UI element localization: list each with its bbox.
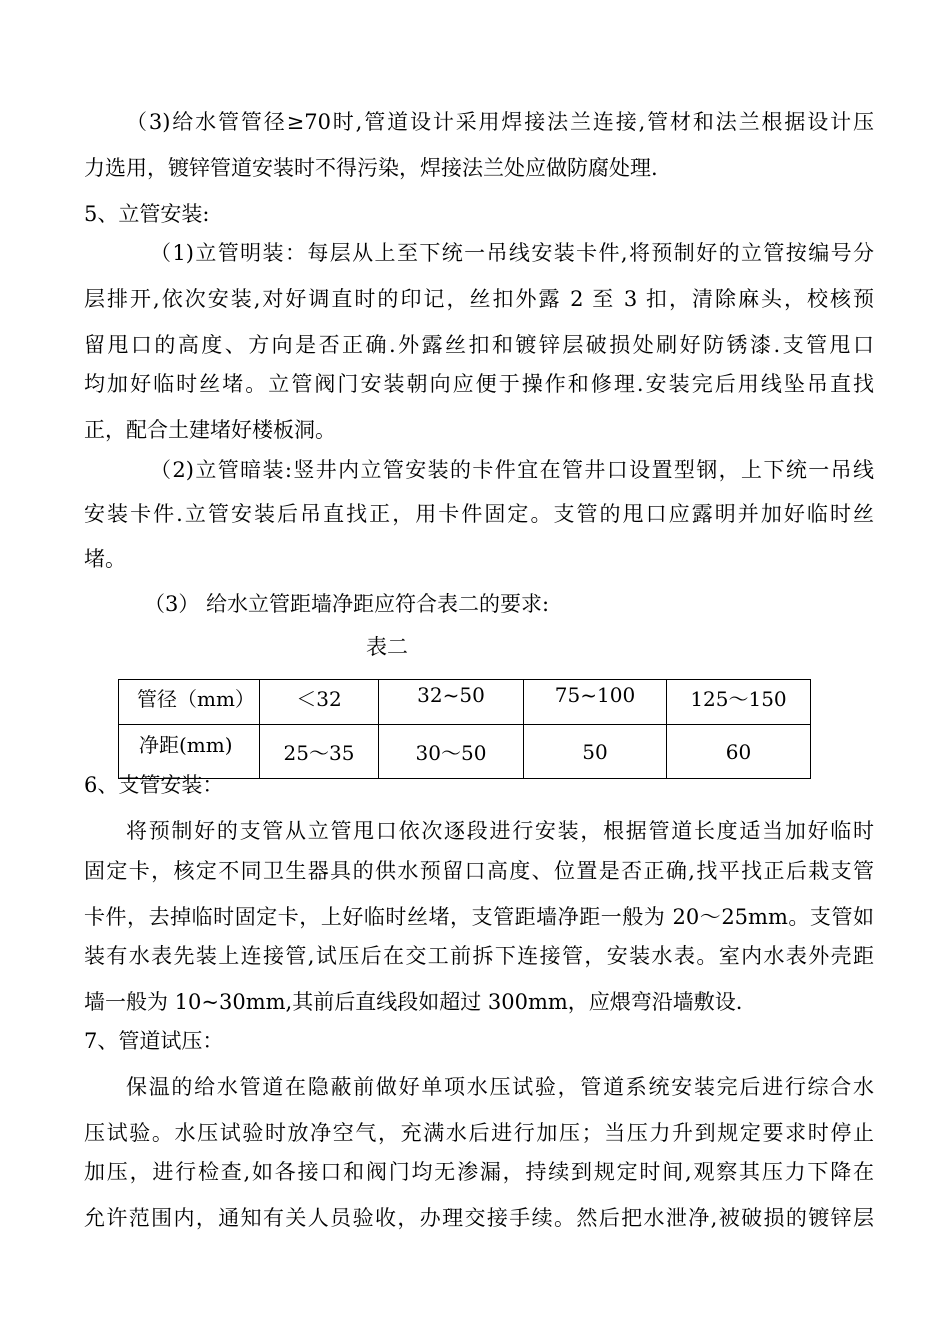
para-7-line-2: 压试验。水压试验时放净空气，充满水后进行加压；当压力升到规定要求时停止 [84,1121,874,1145]
table-cell: ＜32 [260,680,379,725]
para-7-line-1: 保温的给水管道在隐蔽前做好单项水压试验，管道系统安装完后进行综合水 [126,1075,874,1099]
para-5-1-line-3: 留甩口的高度、方向是否正确.外露丝扣和镀锌层破损处刷好防锈漆.支管甩口 [84,333,874,357]
para-6-line-3: 卡件，去掉临时固定卡，上好临时丝堵，支管距墙净距一般为 20～25mm。支管如 [84,905,874,929]
para-7-line-4: 允许范围内，通知有关人员验收，办理交接手续。然后把水泄净,被破损的镀锌层 [84,1206,874,1230]
table-cell: 32~50 [379,680,524,725]
para-7-line-3: 加压，进行检查,如各接口和阀门均无渗漏，持续到规定时间,观察其压力下降在 [84,1160,874,1184]
table-caption: 表二 [366,635,408,659]
table-cell: 净距(mm) [119,725,260,779]
para-3-line-1: （3)给水管管径≥70时,管道设计采用焊接法兰连接,管材和法兰根据设计压 [126,110,874,134]
section-7-heading: 7、管道试压： [84,1029,224,1053]
clearance-table [118,679,811,779]
table-cell: 30～50 [379,725,524,779]
para-5-3: （3） 给水立管距墙净距应符合表二的要求: [144,592,550,616]
table-cell: 25～35 [260,725,379,779]
para-5-1-line-2: 层排开,依次安装,对好调直时的印记，丝扣外露 2 至 3 扣，清除麻头，校核预 [84,287,874,311]
para-5-2-line-3: 堵。 [84,547,126,571]
para-5-2-line-1: （2)立管暗装:竖井内立管安装的卡件宜在管井口设置型钢，上下统一吊线 [150,458,874,482]
para-5-1-line-5: 正，配合土建堵好楼板洞。 [84,418,336,442]
para-5-2-line-2: 安装卡件.立管安装后吊直找正，用卡件固定。支管的甩口应露明并加好临时丝 [84,502,874,526]
table-row [119,680,811,725]
para-5-1-line-1: （1)立管明装：每层从上至下统一吊线安装卡件,将预制好的立管按编号分 [150,241,874,265]
table-cell: 管径（mm） [119,680,260,725]
para-6-line-2: 固定卡，核定不同卫生器具的供水预留口高度、位置是否正确,找平找正后栽支管 [84,859,874,883]
para-6-line-5: 墙一般为 10~30mm,其前后直线段如超过 300mm，应煨弯沿墙敷设. [84,990,743,1014]
table-cell: 75~100 [524,680,667,725]
para-3-line-2: 力选用，镀锌管道安装时不得污染，焊接法兰处应做防腐处理. [84,156,658,180]
para-6-line-4: 装有水表先装上连接管,试压后在交工前拆下连接管，安装水表。室内水表外壳距 [84,944,874,968]
para-6-line-1: 将预制好的支管从立管甩口依次逐段进行安装，根据管道长度适当加好临时 [126,819,874,843]
section-5-heading: 5、立管安装: [84,202,210,226]
para-5-1-line-4: 均加好临时丝堵。立管阀门安装朝向应便于操作和修理.安装完后用线坠吊直找 [84,372,874,396]
table-cell: 125～150 [667,680,811,725]
table-cell: 60 [667,725,811,779]
table-cell: 50 [524,725,667,779]
section-6-heading: 6、支管安装： [84,773,224,797]
